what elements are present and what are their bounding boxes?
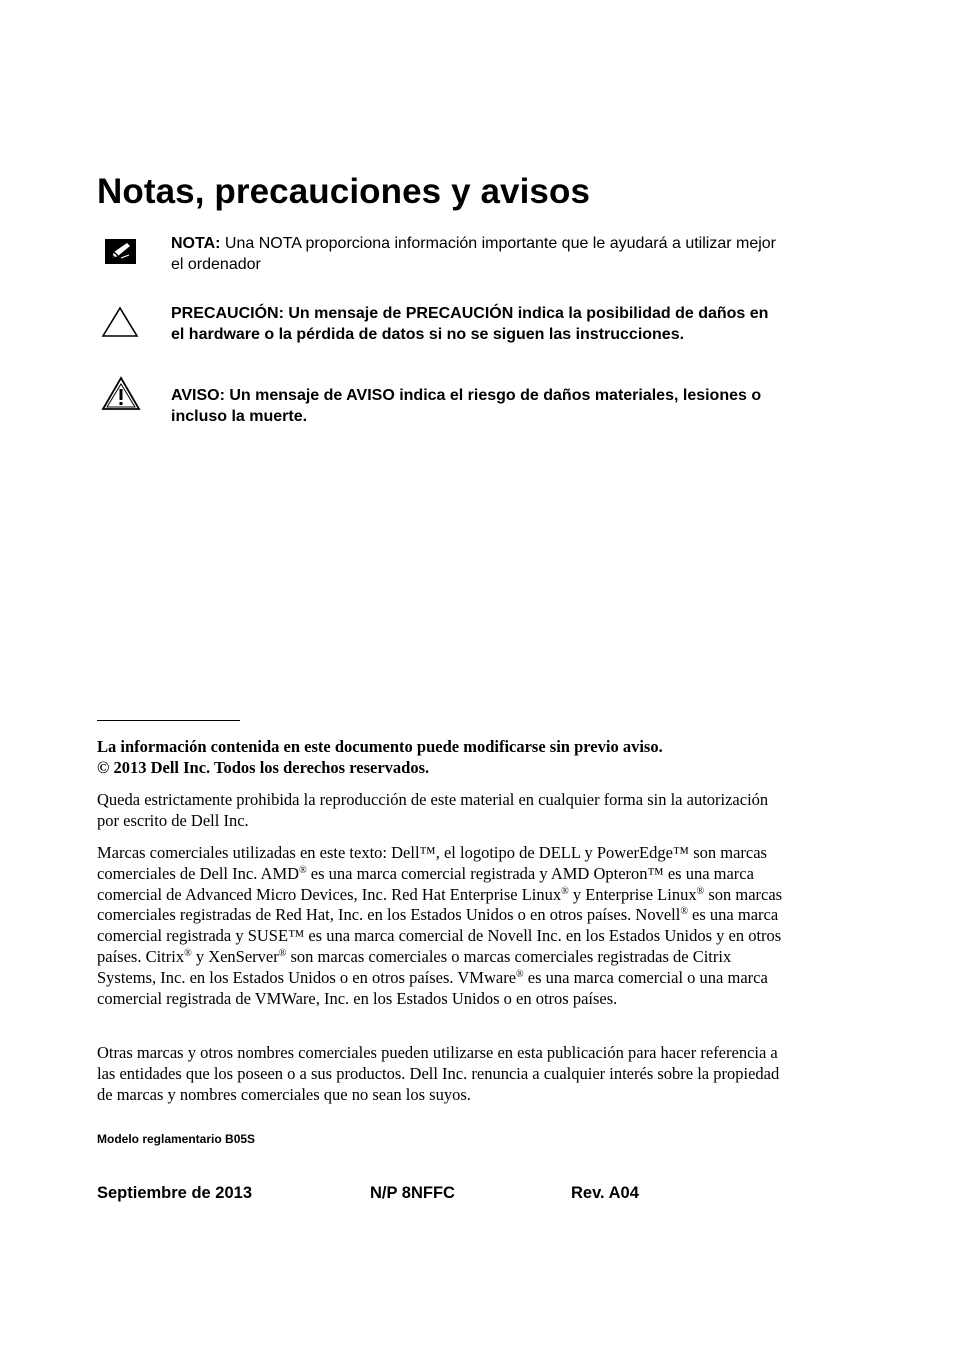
registered-mark: ® [696,885,705,897]
publication-date: Septiembre de 2013 [97,1184,252,1202]
footnote-divider [97,720,240,721]
notice-line-change: La información contenida en este documento puede modificarse sin previo aviso. [97,737,663,756]
registered-mark: ® [299,864,307,876]
revision: Rev. A04 [571,1184,639,1202]
registered-mark: ® [680,906,688,918]
caution-text: PRECAUCIÓN: Un mensaje de PRECAUCIÓN indica la posibilidad de daños en el hardware o la pérdida de datos si no se siguen las instrucciones. [171,305,769,343]
registered-mark: ® [561,885,569,897]
note-notice [97,233,787,283]
caution-triangle-icon [101,303,141,343]
copyright-line: © 2013 Dell Inc. Todos los derechos reservados. [97,757,430,777]
note-label: NOTA: [171,235,221,252]
note-pencil-icon [101,233,141,273]
registered-mark: ® [516,968,524,980]
legal-notice [97,737,787,779]
page-title: Notas, precauciones y avisos [97,172,591,211]
reproduction-paragraph: Queda estrictamente prohibida la reproducción de este material en cualquier forma sin la autorización por escrito de Dell Inc. [97,790,769,830]
part-number: N/P 8NFFC [370,1184,455,1202]
other-trademarks-paragraph: Otras marcas y otros nombres comerciales pueden utilizarse en esta publicación para hacer referencia a las entidades que los poseen o a sus productos. Dell Inc. renuncia a cualquier interés sobre la propiedad de marcas y nombres comerciales que no sean los suyos. [97,1043,780,1104]
warning-text: AVISO: Un mensaje de AVISO indica el riesgo de daños materiales, lesiones o incluso la muerte. [171,387,762,425]
caution-notice [97,303,787,373]
regulatory-model: Modelo reglamentario B05S [97,1132,256,1146]
note-text: Una NOTA proporciona información importante que le ayudará a utilizar mejor el ordenador [171,235,776,273]
registered-mark: ® [184,947,192,959]
warning-notice [97,385,787,435]
registered-mark: ® [278,947,287,959]
trademarks-paragraph: Marcas comerciales utilizadas en este texto: Dell™, el logotipo de DELL y PowerEdge™ son marcas comerciales de Dell Inc. AMD® es una marca comercial registrada y AMD Opteron™ es una marca comercial de Advanced Micro Devices, Inc. Red Hat Enterprise Linux® y Enterprise Linux® son marcas comerciales registradas de Red Hat, Inc. en los Estados Unidos o en otros países. Novell® es una marca comercial registrada y SUSE™ es una marca comercial de Novell Inc. en los Estados Unidos y en otros países. Citrix® y XenServer® son marcas comerciales o marcas comerciales registradas de Citrix Systems, Inc. en los Estados Unidos o en otros países. VMware® es una marca comercial o una marca comercial registrada de VMWare, Inc. en los Estados Unidos o en otros países. [97,843,783,1008]
warning-exclamation-triangle-icon [101,375,141,415]
